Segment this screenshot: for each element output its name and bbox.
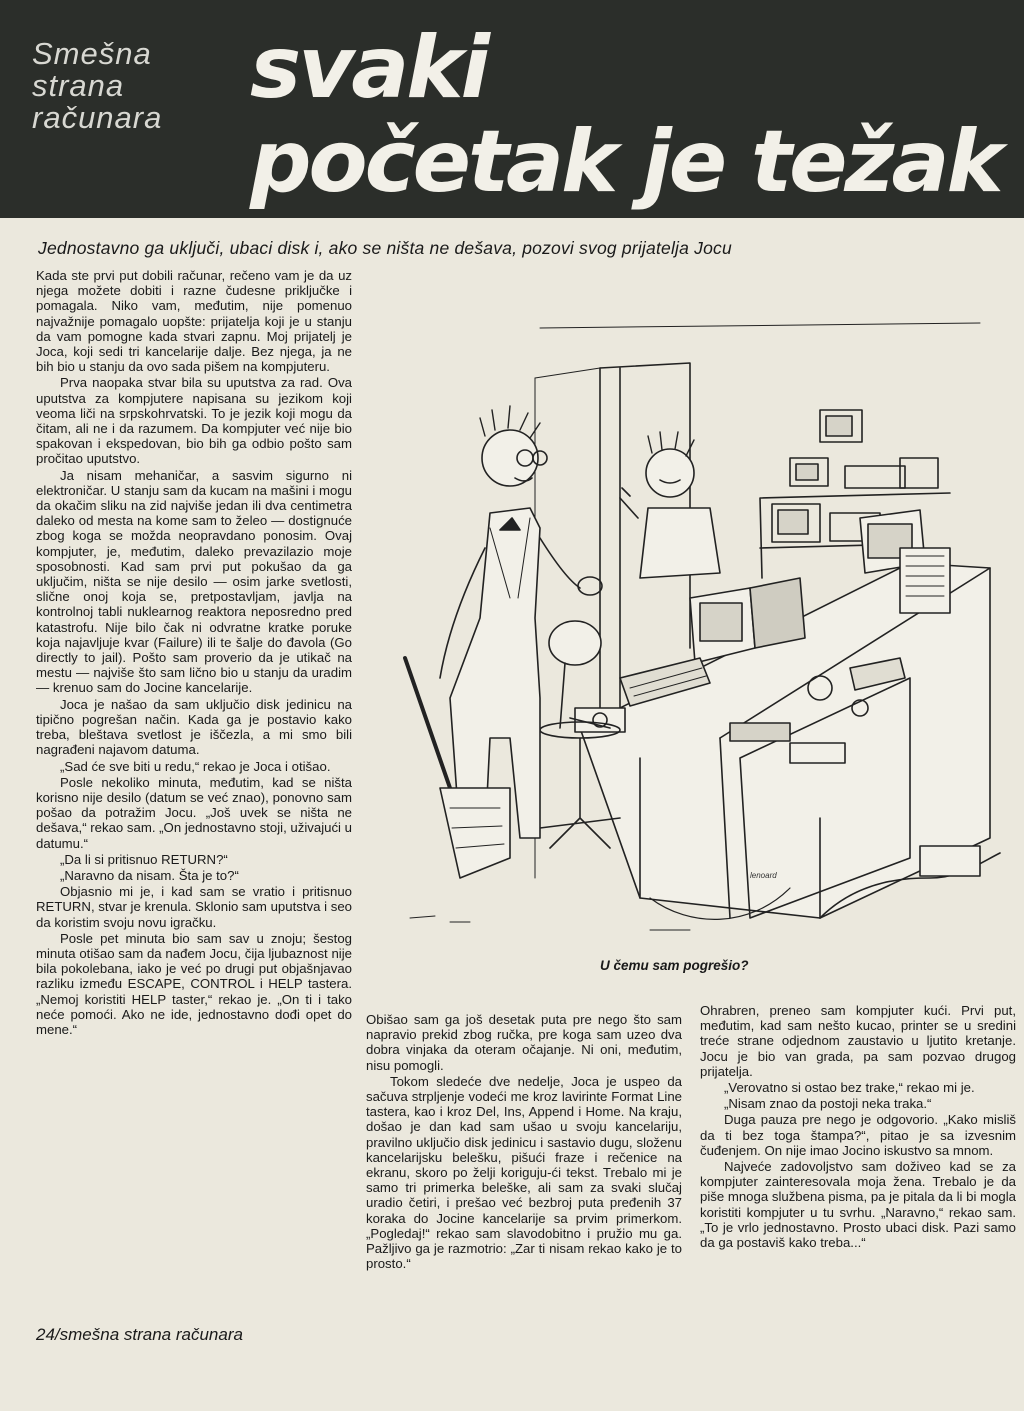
cartoon-illustration bbox=[390, 318, 1010, 948]
paragraph: Prva naopaka stvar bila su uputstva za rad. Ova uputstva za kompjutere napisana su jezikom koji veoma liči na srpskohrvatski. To je jezik koji mogu da čitam, ali ne i da razumem. Da kompjuter već nije bio spakovan i ekspedovan, bio bih ga odbio pošto sam pročitao uputstvo. bbox=[36, 375, 352, 467]
paragraph: „Naravno da nisam. Šta je to?“ bbox=[60, 867, 239, 883]
paragraph: Posle pet minuta bio sam sav u znoju; šestog minuta otišao sam da nađem Jocu, čija ljubaznost nije bila pokolebana, iako je već po drugi put objašnjavao razliku između ESCAPE, CONTROL i HELP tastera. „Nemoj koristiti HELP taster,“ rekao je. „On ti i tako neće pomoći. Ako ne ide, jednostavno dođi opet do mene.“ bbox=[36, 930, 352, 1037]
paragraph: Objasnio mi je, i kad sam se vratio i pritisnuo RETURN, stvar je krenula. Sklonio sam uputstva i seo da koristim svoju novu igračku. bbox=[36, 884, 352, 930]
text-column-1 bbox=[36, 268, 352, 1038]
section-name-line: Smešna bbox=[32, 36, 152, 71]
paragraph: „Verovatno si ostao bez trake,“ rekao mi je. bbox=[724, 1080, 975, 1096]
paragraph: Obišao sam ga još desetak puta pre nego što sam napravio prekid zbog ručka, pre koga sam uzeo dva dobra vinjaka da oteram očajanje. Ni oni, međutim, nisu pomogli. bbox=[366, 1012, 682, 1073]
page-footer: 24/smešna strana računara bbox=[36, 1325, 243, 1344]
paragraph: Ja nisam mehaničar, a sasvim sigurno ni elektroničar. U stanju sam da kucam na mašini i mogu da okačim sliku na zid najviše jedan ili dva centimetra daleko od mesta na kome sam to želeo — dostignuće zbog koga se možda neopravdano ponosim. Ovaj kompjuter, je, međutim, daleko prevazilazio moje sposobnosti. Kad sam prvi put pokušao da ga uključim, ništa se nije desilo — osim jarke svetlosti, slične onoj koja se, pretpostavljam, javlja na kontrolnoj tabli nuklearnog reaktora neposredno pred katastrofu. Nije bilo čak ni odvratne kratke poruke koja najavljuje kvar (Failure) ili te šalje do đavola (Go directly to jail). Pošto sam proverio da je utikač na mestu — najviše što sam lično bio u stanju da uradim — krenuo sam do Jocine kancelarije. bbox=[36, 467, 352, 696]
paragraph: Joca je našao da sam uključio disk jedinicu na tipično pogrešan način. Kada ga je postavio kako treba, bleštava svetlost je iščezla, a mi smo bili nagrađeni najavom datuma. bbox=[36, 696, 352, 758]
paragraph: „Da li si pritisnuo RETURN?“ bbox=[60, 851, 228, 867]
section-name-line: strana bbox=[32, 68, 125, 103]
paragraph: Duga pauza pre nego je odgovorio. „Kako misliš da ti bez toga štampa?“, pitao je sa izvesnim čuđenjem. On nije imao Jocino iskustvo sa mnom. bbox=[700, 1112, 1016, 1158]
article-subtitle: Jednostavno ga uključi, ubaci disk i, ako se ništa ne dešava, pozovi svog prijatelja Jocu bbox=[38, 238, 732, 258]
paragraph: „Nisam znao da postoji neka traka.“ bbox=[724, 1096, 932, 1112]
article-title-line-1: svaki bbox=[250, 18, 487, 118]
paragraph: Posle nekoliko minuta, međutim, kad se ništa korisno nije desilo (datum se već znao), ponovno sam pošao da potražim Jocu. „Još uvek se ništa ne dešava,“ rekao sam. „On jednostavno stoji, uživajući u datumu.“ bbox=[36, 774, 352, 851]
title-banner bbox=[0, 0, 1024, 218]
cartoon-signature: lenoard bbox=[750, 871, 777, 880]
section-name-line: računara bbox=[32, 100, 163, 135]
paragraph: Najveće zadovoljstvo sam doživeo kad se za kompjuter zainteresovala moja žena. Trebalo je da piše mnoga službena pisma, pa je pitala da li bi mogla koristiti kompjuter u tu svrhu. „Naravno,“ rekao sam. „To je vrlo jednostavno. Prosto ubaci disk. Pazi samo da ga postaviš kako treba...“ bbox=[700, 1159, 1016, 1251]
paragraph: Kada ste prvi put dobili računar, rečeno vam je da uz njega možete dobiti i razne čudesne priključke i pomagala. Niko vam, međutim, nije pomenuo najvažnije pomagalo uopšte: prijatelja koji je u stanju da vam pomogne kada stvari zapnu. Moj prijatelj je Joca, koji sedi tri kancelarije dalje. Bez njega, ja ne bih bio u stanju da ovo sada pišem na kompjuteru. bbox=[36, 268, 352, 375]
cartoon-caption: U čemu sam pogrešio? bbox=[600, 958, 749, 973]
article-title-line-2: početak je težak bbox=[250, 112, 1001, 212]
section-name bbox=[32, 38, 162, 134]
paragraph: Ohrabren, preneo sam kompjuter kući. Prvi put, međutim, kad sam nešto kucao, printer se u sredini treće strane odjednom zaustavio u ljutito kretanje. Jocu je bio van grada, pa sam pozvao drugog prijatelja. bbox=[700, 1003, 1016, 1079]
paragraph: Tokom sledeće dve nedelje, Joca je uspeo da sačuva strpljenje vodeći me kroz lavirinte Format Line tastera, kao i kroz Del, Ins, Append i Home. Na kraju, došao je dan kad sam ušao u svoju kancelariju, pravilno uključio disk jedinicu i sastavio dugu, složenu kancelarijsku belešku, pišući fraze i rečenice na ekranu, skoro po želji koriguju-ći tekst. Trebalo mi je samo tri primerka beleške, ali sam za svaki slučaj uradio četiri, i prešao već bezbroj puta pređenih 37 koraka do Jocine kancelarije sa prvim primerkom. „Pogledaj!“ rekao sam slavodobitno i pružio mu ga. Pažljivo ga je razmotrio: „Zar ti nisam rekao kako je to prosto.“ bbox=[366, 1073, 682, 1272]
text-column-2 bbox=[366, 1012, 682, 1272]
paragraph: „Sad će sve biti u redu,“ rekao je Joca i otišao. bbox=[60, 758, 331, 774]
text-column-3 bbox=[700, 1003, 1016, 1251]
